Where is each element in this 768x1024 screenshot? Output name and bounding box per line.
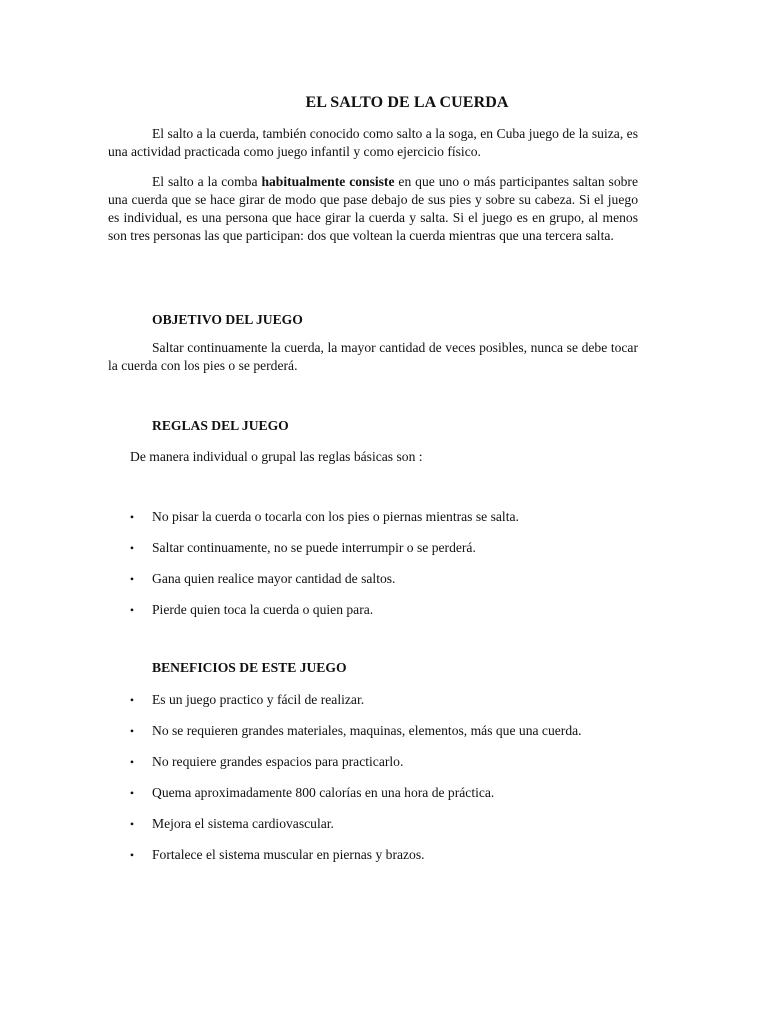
list-item-text: No pisar la cuerda o tocarla con los pies o piernas mientras se salta. — [152, 509, 519, 524]
bullet-icon: • — [129, 572, 135, 586]
list-item — [126, 508, 519, 539]
list-item — [126, 722, 582, 753]
intro-paragraph-2 — [108, 173, 638, 245]
list-item-text: Pierde quien toca la cuerda o quien para. — [152, 602, 374, 617]
bullet-icon: • — [129, 848, 135, 862]
list-item — [126, 815, 582, 846]
reglas-intro: De manera individual o grupal las reglas básicas son : — [130, 449, 423, 464]
bullet-icon: • — [129, 755, 135, 769]
document-title: EL SALTO DE LA CUERDA — [305, 94, 509, 111]
list-item-text: Gana quien realice mayor cantidad de saltos. — [152, 571, 396, 586]
list-item-text: Mejora el sistema cardiovascular. — [152, 816, 334, 831]
bullet-icon: • — [129, 724, 135, 738]
bullet-icon: • — [129, 541, 135, 555]
list-item — [126, 601, 519, 632]
list-item — [126, 539, 519, 570]
bullet-icon: • — [129, 603, 135, 617]
list-item — [126, 846, 582, 877]
reglas-list — [126, 508, 519, 632]
beneficios-list — [126, 691, 582, 877]
intro-p2-bold: habitualmente consiste — [261, 174, 395, 189]
beneficios-heading: BENEFICIOS DE ESTE JUEGO — [152, 660, 347, 675]
list-item — [126, 570, 519, 601]
objetivo-paragraph: Saltar continuamente la cuerda, la mayor cantidad de veces posibles, nunca se debe tocar la cuerda con los pies o se perderá. — [108, 340, 638, 373]
intro-p2-start: El salto a la comba — [152, 174, 262, 189]
bullet-icon: • — [129, 510, 135, 524]
list-item-text: Saltar continuamente, no se puede interrumpir o se perderá. — [152, 540, 476, 555]
list-item-text: Fortalece el sistema muscular en piernas y brazos. — [152, 847, 425, 862]
intro-paragraph-1: El salto a la cuerda, también conocido como salto a la soga, en Cuba juego de la suiza, es una actividad practicada como juego infantil y como ejercicio físico. — [108, 126, 638, 159]
list-item-text: Quema aproximadamente 800 calorías en una hora de práctica. — [152, 785, 495, 800]
list-item — [126, 691, 582, 722]
list-item-text: No requiere grandes espacios para practicarlo. — [152, 754, 404, 769]
list-item — [126, 784, 582, 815]
bullet-icon: • — [129, 817, 135, 831]
reglas-heading: REGLAS DEL JUEGO — [152, 418, 289, 433]
intro-p2-end: en que uno o más participantes saltan sobre una cuerda que se hace girar de modo que pase debajo de sus pies y sobre su cabeza. Si el juego es individual, es una persona que hace girar la cuerda y salta. Si el juego es en grupo, al menos son tres personas las que participan: dos que voltean la cuerda mientras que una tercera salta. — [108, 174, 638, 243]
objetivo-heading: OBJETIVO DEL JUEGO — [152, 312, 303, 327]
list-item-text: No se requieren grandes materiales, maquinas, elementos, más que una cuerda. — [152, 723, 582, 738]
bullet-icon: • — [129, 693, 135, 707]
bullet-icon: • — [129, 786, 135, 800]
list-item — [126, 753, 582, 784]
list-item-text: Es un juego practico y fácil de realizar. — [152, 692, 365, 707]
